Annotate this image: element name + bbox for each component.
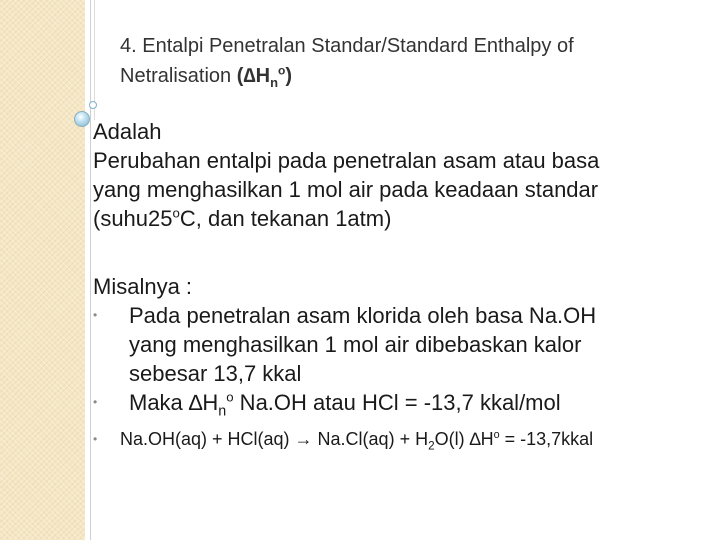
- title-line-2: [120, 61, 700, 91]
- slide-body: [93, 117, 703, 454]
- example-label: Misalnya :: [93, 274, 193, 299]
- vertical-divider: [90, 0, 91, 540]
- bullet-icon: •: [93, 308, 98, 322]
- list-item-3: [93, 424, 703, 454]
- bullet-icon: •: [93, 432, 98, 446]
- section-heading: Adalah: [93, 119, 162, 144]
- reaction-equation: $Na.OH(aq) + HCl(aq) \to Na.Cl(aq) + H_2O(l) \Delta H^o$ = -13,7kkal: [120, 429, 594, 453]
- title-line-1: 4. Entalpi Penetralan Standar/Standard Enthalpy of: [120, 35, 574, 57]
- bullet1-line-3: sebesar 13,7 kkal: [129, 361, 302, 386]
- title-symbol: $(\Delta H_n^o)$: [236, 63, 293, 90]
- bullet1-line-2: yang menghasilkan 1 mol air dibebaskan kalor: [129, 332, 582, 357]
- definition-line-1: Perubahan entalpi pada penetralan asam atau basa: [93, 148, 600, 173]
- bullet-icon: •: [93, 395, 98, 409]
- definition-line-3: (suhu25$^o$C, dan tekanan 1atm): [93, 205, 392, 231]
- decorative-small-circle: [89, 101, 97, 109]
- list-item-1: [93, 301, 703, 388]
- definition-line-2: yang menghasilkan 1 mol air pada keadaan standar: [93, 177, 599, 202]
- list-item-2: [93, 388, 703, 420]
- decorative-large-circle: [74, 111, 90, 127]
- bullet1-line-1: Pada penetralan asam klorida oleh basa Na.OH: [129, 303, 597, 328]
- decorative-side-band: [0, 0, 85, 540]
- title-prefix: Netralisation: [120, 65, 237, 87]
- bullet2-text: Maka $\Delta H_n^o$ Na.OH atau HCl = -13,7 kkal/mol: [129, 389, 561, 420]
- slide-title: [120, 31, 700, 91]
